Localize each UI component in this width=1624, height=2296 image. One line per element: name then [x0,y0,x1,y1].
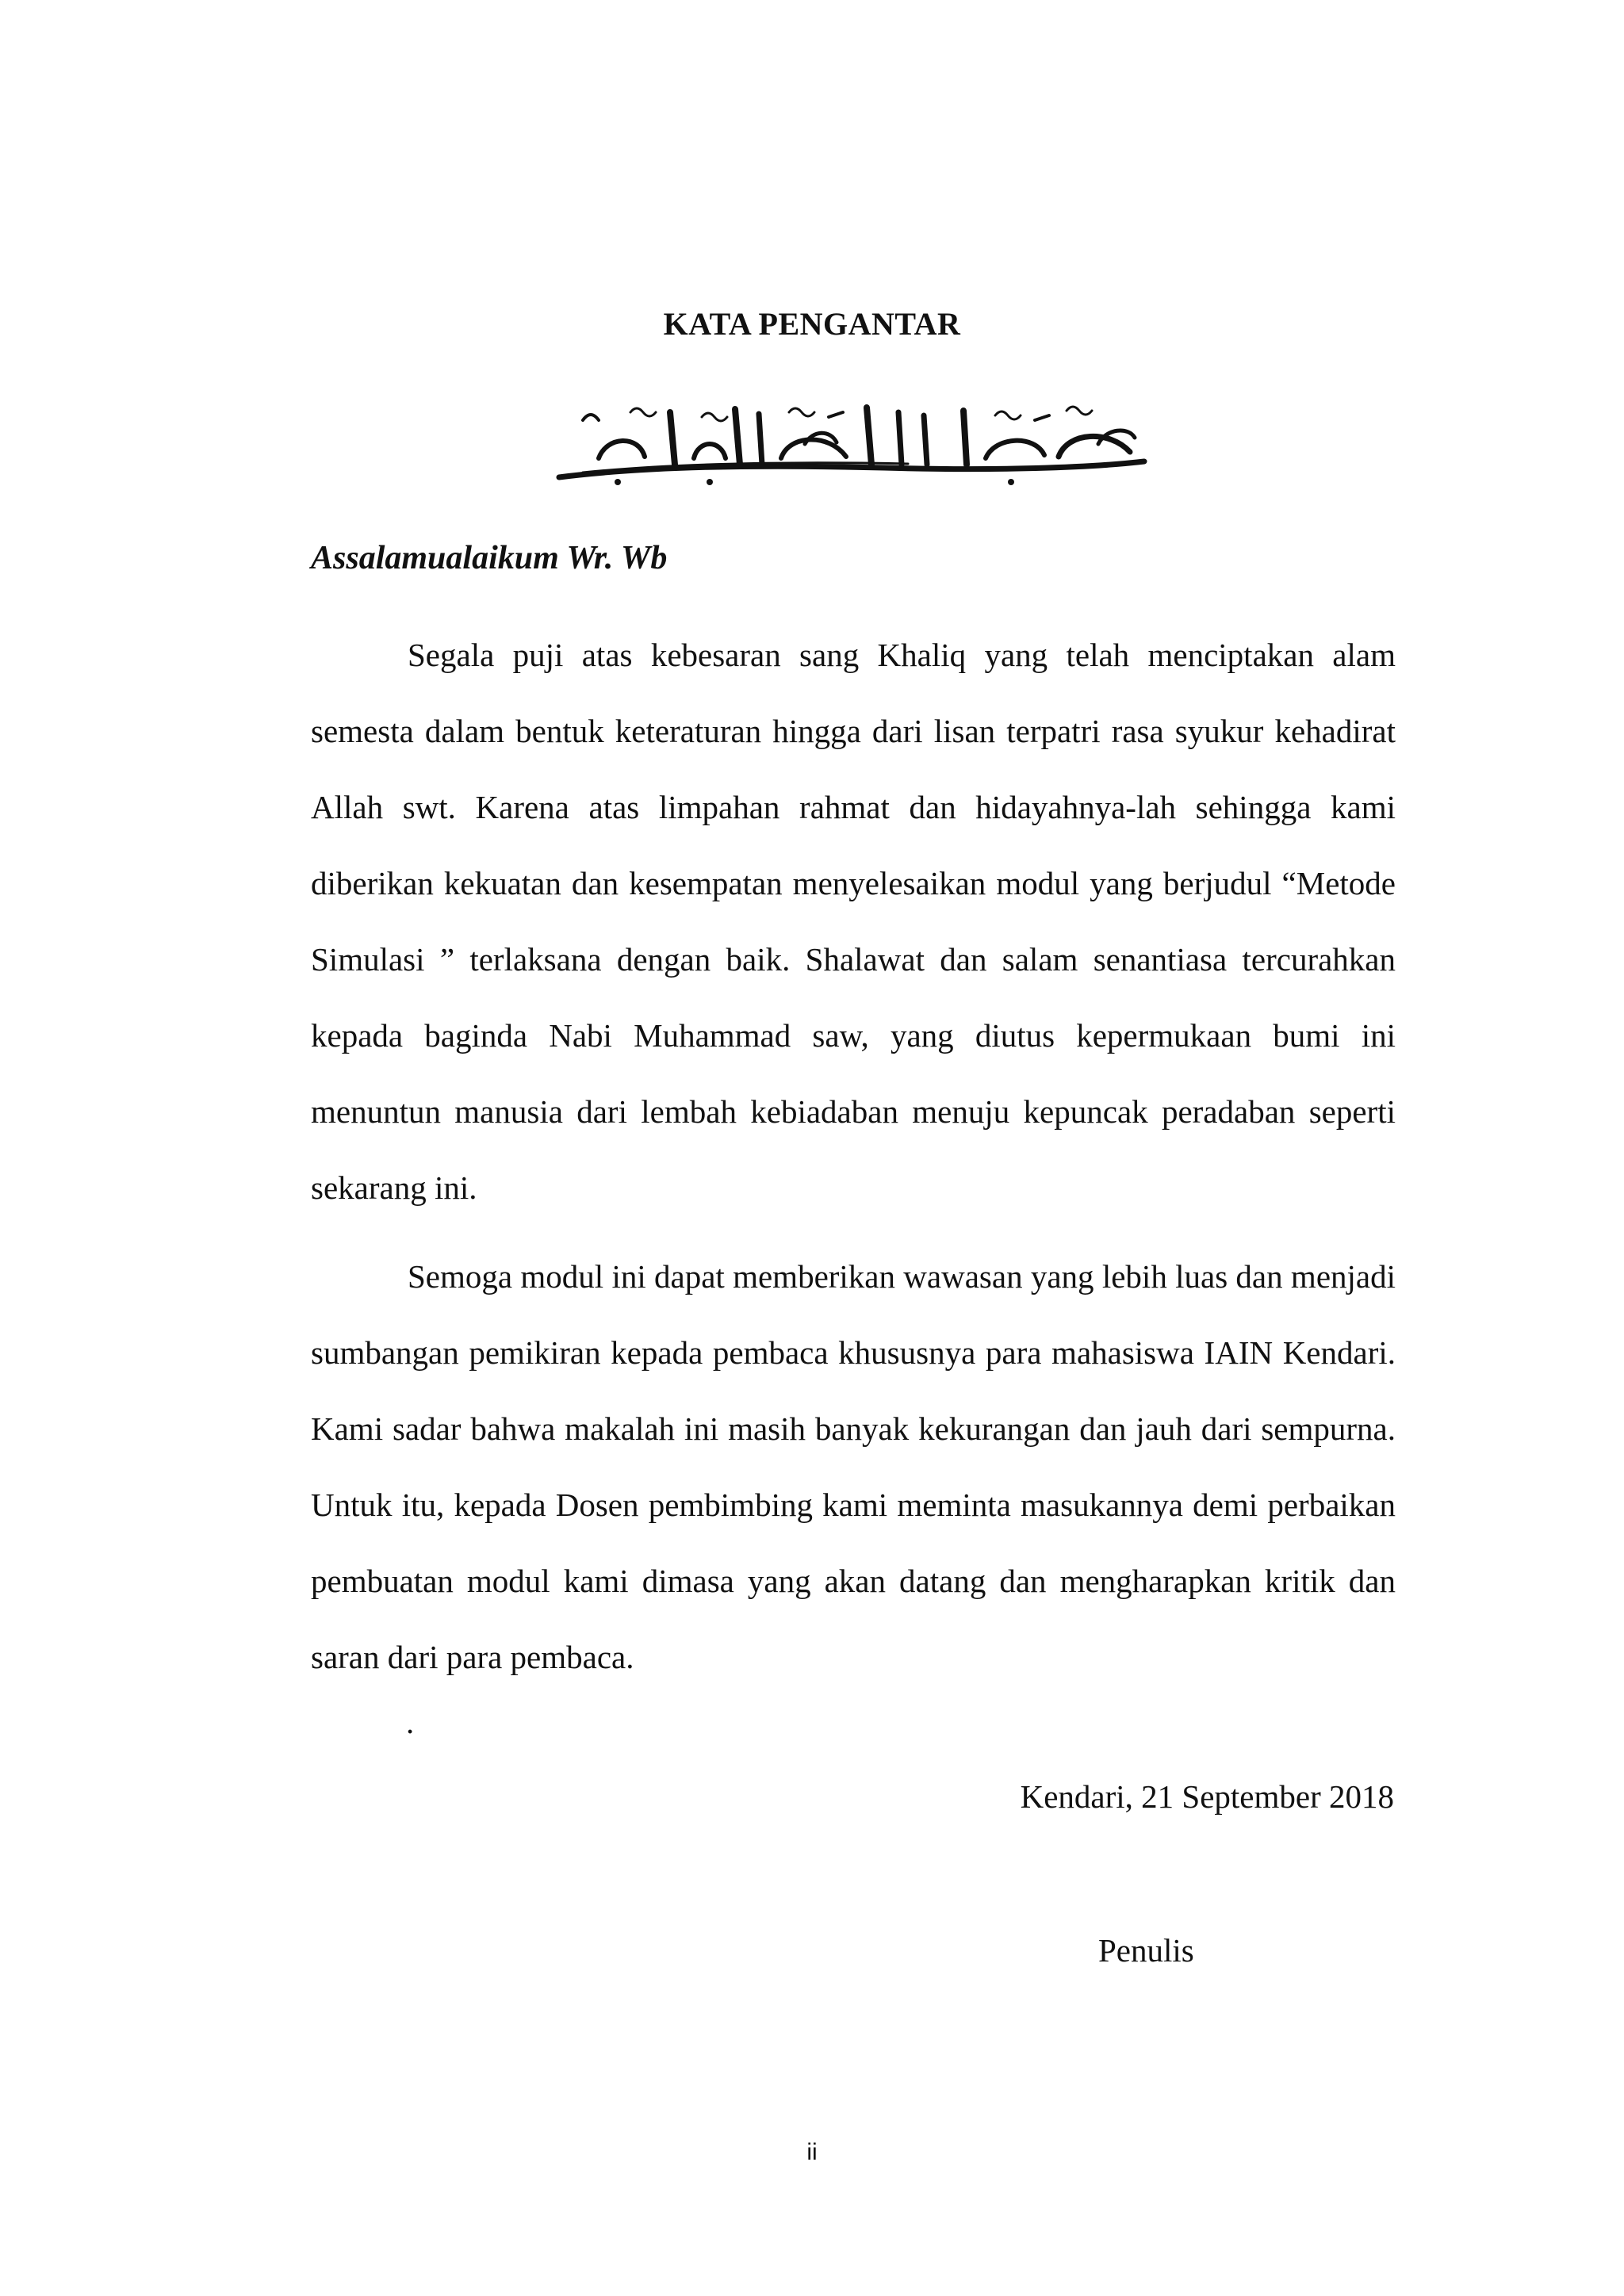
paragraph-2: Semoga modul ini dapat memberikan wawasan yang lebih luas dan menjadi sumbangan pemikiran kepada pembaca khususnya para mahasiswa IAIN Kendari. Kami sadar bahwa makalah ini masih banyak kekurangan dan jauh dari sempurna. Untuk itu, kepada Dosen pembimbing kami meminta masukannya demi perbaikan pembuatan modul kami dimasa yang akan datang dan mengharapkan kritik dan saran dari para pembaca. [311,1258,1396,1675]
paragraph-1: Segala puji atas kebesaran sang Khaliq yang telah menciptakan alam semesta dalam bentuk keteraturan hingga dari lisan terpatri rasa syukur kehadirat Allah swt. Karena atas limpahan rahmat dan hidayahnya-lah sehingga kami diberikan kekuatan dan kesempatan menyelesaikan modul yang berjudul “Metode Simulasi ” terlaksana dengan baik. Shalawat dan salam senantiasa tercurahkan kepada baginda Nabi Muhammad saw, yang diutus kepermukaan bumi ini menuntun manusia dari lembah kebiadaban menuju kepuncak peradaban seperti sekarang ini. [311,637,1396,1206]
stray-dot: . [406,1704,415,1740]
place-and-date: Kendari, 21 September 2018 [1020,1778,1394,1815]
greeting: Assalamualaikum Wr. Wb [311,540,668,576]
author-signature-label: Penulis [1098,1932,1194,1969]
basmala-calligraphy [551,388,1154,488]
page-number: ii [806,2139,818,2165]
page-title: KATA PENGANTAR [663,306,961,342]
